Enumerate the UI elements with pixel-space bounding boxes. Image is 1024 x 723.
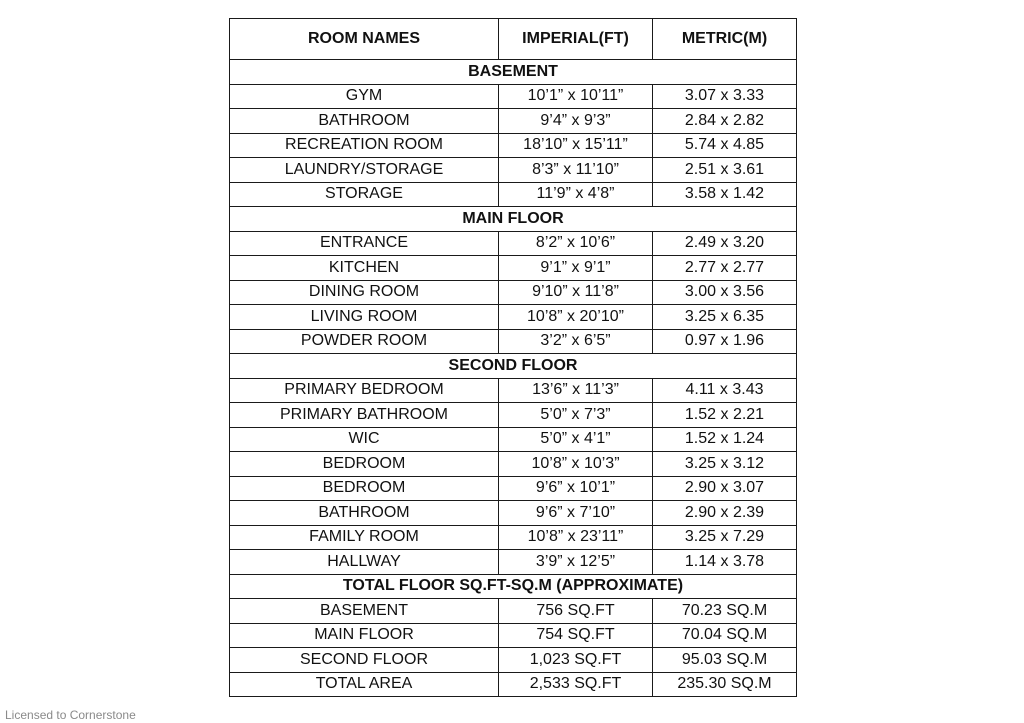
room-name-cell: BEDROOM bbox=[230, 452, 499, 477]
metric-cell: 95.03 SQ.M bbox=[653, 648, 797, 673]
table-row bbox=[230, 305, 797, 330]
room-name-cell: HALLWAY bbox=[230, 550, 499, 575]
table-row bbox=[230, 476, 797, 501]
table-row bbox=[230, 133, 797, 158]
room-name-cell: PRIMARY BATHROOM bbox=[230, 403, 499, 428]
room-dimensions-table bbox=[229, 18, 797, 697]
room-name-cell: BATHROOM bbox=[230, 501, 499, 526]
header-metric: METRIC(M) bbox=[653, 19, 797, 60]
imperial-cell: 13’6” x 11’3” bbox=[499, 378, 653, 403]
section-header-row bbox=[230, 574, 797, 599]
imperial-cell: 10’8” x 23’11” bbox=[499, 525, 653, 550]
license-watermark: Licensed to Cornerstone bbox=[5, 708, 136, 722]
metric-cell: 5.74 x 4.85 bbox=[653, 133, 797, 158]
table-row bbox=[230, 672, 797, 697]
room-name-cell: TOTAL AREA bbox=[230, 672, 499, 697]
header-room-names: ROOM NAMES bbox=[230, 19, 499, 60]
imperial-cell: 5’0” x 7’3” bbox=[499, 403, 653, 428]
table-row bbox=[230, 182, 797, 207]
room-name-cell: FAMILY ROOM bbox=[230, 525, 499, 550]
room-name-cell: DINING ROOM bbox=[230, 280, 499, 305]
table-row bbox=[230, 403, 797, 428]
room-name-cell: LAUNDRY/STORAGE bbox=[230, 158, 499, 183]
metric-cell: 3.25 x 6.35 bbox=[653, 305, 797, 330]
imperial-cell: 10’8” x 10’3” bbox=[499, 452, 653, 477]
metric-cell: 235.30 SQ.M bbox=[653, 672, 797, 697]
table-row bbox=[230, 109, 797, 134]
section-title: MAIN FLOOR bbox=[230, 207, 797, 232]
imperial-cell: 3’2” x 6’5” bbox=[499, 329, 653, 354]
metric-cell: 70.04 SQ.M bbox=[653, 623, 797, 648]
table-row bbox=[230, 231, 797, 256]
metric-cell: 3.25 x 3.12 bbox=[653, 452, 797, 477]
room-name-cell: BEDROOM bbox=[230, 476, 499, 501]
table-row bbox=[230, 329, 797, 354]
room-name-cell: STORAGE bbox=[230, 182, 499, 207]
imperial-cell: 5’0” x 4’1” bbox=[499, 427, 653, 452]
table-row bbox=[230, 158, 797, 183]
imperial-cell: 10’8” x 20’10” bbox=[499, 305, 653, 330]
imperial-cell: 10’1” x 10’11” bbox=[499, 84, 653, 109]
room-name-cell: LIVING ROOM bbox=[230, 305, 499, 330]
room-name-cell: BASEMENT bbox=[230, 599, 499, 624]
room-name-cell: WIC bbox=[230, 427, 499, 452]
table-row bbox=[230, 525, 797, 550]
metric-cell: 3.58 x 1.42 bbox=[653, 182, 797, 207]
table-row bbox=[230, 648, 797, 673]
table-row bbox=[230, 84, 797, 109]
room-name-cell: RECREATION ROOM bbox=[230, 133, 499, 158]
metric-cell: 2.84 x 2.82 bbox=[653, 109, 797, 134]
metric-cell: 3.07 x 3.33 bbox=[653, 84, 797, 109]
section-header-row bbox=[230, 60, 797, 85]
table-row bbox=[230, 427, 797, 452]
metric-cell: 2.49 x 3.20 bbox=[653, 231, 797, 256]
table-row bbox=[230, 501, 797, 526]
imperial-cell: 8’3” x 11’10” bbox=[499, 158, 653, 183]
imperial-cell: 1,023 SQ.FT bbox=[499, 648, 653, 673]
metric-cell: 1.52 x 1.24 bbox=[653, 427, 797, 452]
table-row bbox=[230, 550, 797, 575]
table-body bbox=[230, 60, 797, 697]
metric-cell: 4.11 x 3.43 bbox=[653, 378, 797, 403]
imperial-cell: 9’4” x 9’3” bbox=[499, 109, 653, 134]
imperial-cell: 9’6” x 7’10” bbox=[499, 501, 653, 526]
imperial-cell: 754 SQ.FT bbox=[499, 623, 653, 648]
room-name-cell: BATHROOM bbox=[230, 109, 499, 134]
header-imperial: IMPERIAL(FT) bbox=[499, 19, 653, 60]
metric-cell: 2.77 x 2.77 bbox=[653, 256, 797, 281]
room-name-cell: MAIN FLOOR bbox=[230, 623, 499, 648]
table-row bbox=[230, 599, 797, 624]
metric-cell: 70.23 SQ.M bbox=[653, 599, 797, 624]
imperial-cell: 2,533 SQ.FT bbox=[499, 672, 653, 697]
table-header-row bbox=[230, 19, 797, 60]
imperial-cell: 8’2” x 10’6” bbox=[499, 231, 653, 256]
room-name-cell: ENTRANCE bbox=[230, 231, 499, 256]
table-row bbox=[230, 378, 797, 403]
room-name-cell: PRIMARY BEDROOM bbox=[230, 378, 499, 403]
metric-cell: 0.97 x 1.96 bbox=[653, 329, 797, 354]
room-name-cell: POWDER ROOM bbox=[230, 329, 499, 354]
room-name-cell: KITCHEN bbox=[230, 256, 499, 281]
imperial-cell: 9’1” x 9’1” bbox=[499, 256, 653, 281]
section-title: BASEMENT bbox=[230, 60, 797, 85]
table-row bbox=[230, 256, 797, 281]
metric-cell: 2.90 x 2.39 bbox=[653, 501, 797, 526]
room-dimensions-sheet bbox=[229, 18, 796, 706]
table-row bbox=[230, 623, 797, 648]
metric-cell: 3.00 x 3.56 bbox=[653, 280, 797, 305]
section-header-row bbox=[230, 354, 797, 379]
imperial-cell: 9’10” x 11’8” bbox=[499, 280, 653, 305]
imperial-cell: 18’10” x 15’11” bbox=[499, 133, 653, 158]
table-row bbox=[230, 280, 797, 305]
metric-cell: 3.25 x 7.29 bbox=[653, 525, 797, 550]
section-title: SECOND FLOOR bbox=[230, 354, 797, 379]
imperial-cell: 9’6” x 10’1” bbox=[499, 476, 653, 501]
imperial-cell: 11’9” x 4’8” bbox=[499, 182, 653, 207]
section-title: TOTAL FLOOR SQ.FT-SQ.M (APPROXIMATE) bbox=[230, 574, 797, 599]
imperial-cell: 756 SQ.FT bbox=[499, 599, 653, 624]
table-row bbox=[230, 452, 797, 477]
metric-cell: 2.51 x 3.61 bbox=[653, 158, 797, 183]
room-name-cell: SECOND FLOOR bbox=[230, 648, 499, 673]
metric-cell: 1.14 x 3.78 bbox=[653, 550, 797, 575]
room-name-cell: GYM bbox=[230, 84, 499, 109]
metric-cell: 2.90 x 3.07 bbox=[653, 476, 797, 501]
imperial-cell: 3’9” x 12’5” bbox=[499, 550, 653, 575]
section-header-row bbox=[230, 207, 797, 232]
metric-cell: 1.52 x 2.21 bbox=[653, 403, 797, 428]
